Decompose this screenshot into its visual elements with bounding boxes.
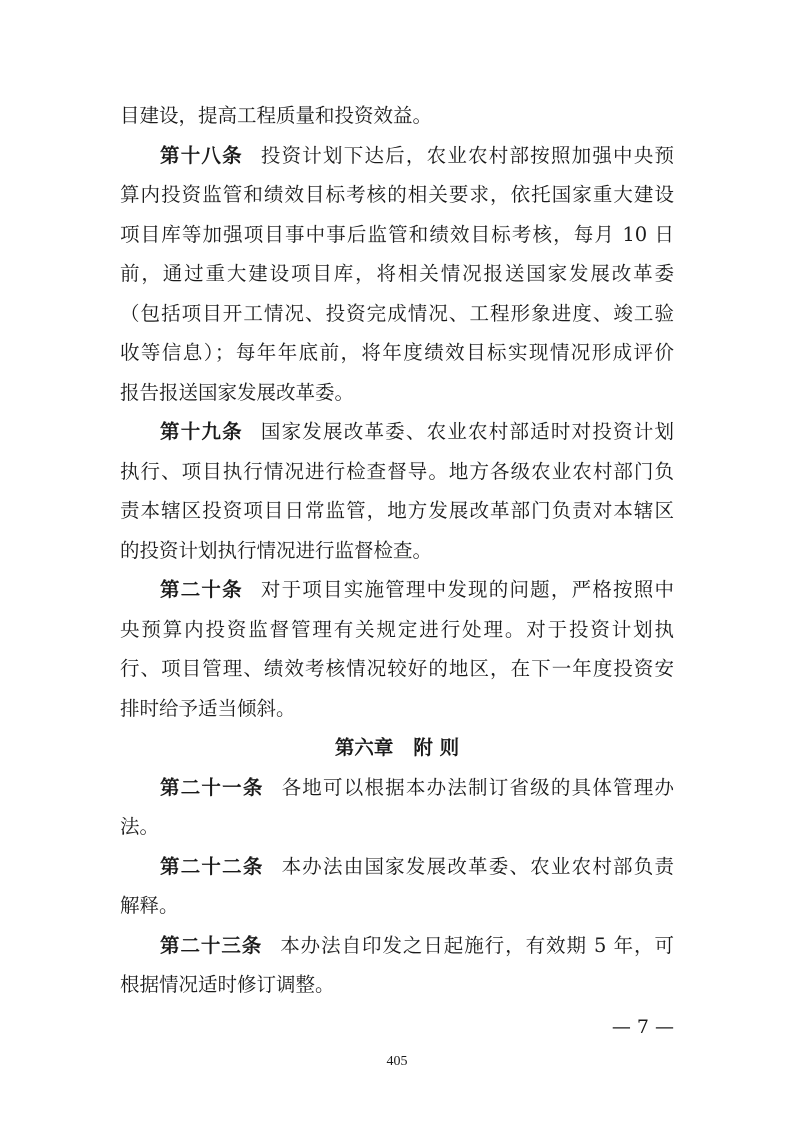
chapter-title: 附 则: [413, 736, 460, 759]
article-21-line: [120, 768, 674, 808]
footer-page-number: 405: [386, 1054, 408, 1069]
text-line: 排时给予适当倾斜。: [120, 696, 296, 720]
article-21-heading: 第二十一条: [160, 775, 264, 799]
article-18-text: 投资计划下达后，农业农村部按照加强中央预: [260, 143, 674, 167]
article-21-text: 各地可以根据本办法制订省级的具体管理办: [281, 775, 674, 799]
text-line: 的投资计划执行情况进行监督检查。: [120, 538, 433, 562]
chapter-heading: [120, 728, 674, 768]
article-23-heading: 第二十三条: [160, 933, 263, 957]
article-20-heading: 第二十条: [160, 578, 243, 601]
article-19-text: 国家发展改革委、农业农村部适时对投资计划: [260, 420, 674, 443]
text-line: 报告报送国家发展改革委。: [120, 380, 355, 404]
document-body: [120, 96, 674, 1005]
text-line: 收等信息）；每年年底前，将年度绩效目标实现情况形成评价: [120, 341, 674, 364]
text-line: 执行、项目执行情况进行检查督导。地方各级农业农村部门负: [120, 459, 674, 483]
page-number: — 7 —: [611, 1016, 674, 1038]
article-22-heading: 第二十二条: [160, 854, 264, 878]
article-22-text: 本办法由国家发展改革委、农业农村部负责: [281, 854, 674, 878]
text-line: 项目库等加强项目事中事后监管和绩效目标考核，每月 10 日: [120, 222, 674, 246]
article-23-text: 本办法自印发之日起施行，有效期 5 年，可: [280, 933, 674, 957]
article-19-line: [120, 412, 674, 452]
text-line: 解释。: [120, 894, 179, 917]
article-20-text: 对于项目实施管理中发现的问题，严格按照中: [260, 578, 674, 601]
text-line: 行、项目管理、绩效考核情况较好的地区，在下一年度投资安: [120, 657, 674, 680]
text-line: 前，通过重大建设项目库，将相关情况报送国家发展改革委: [120, 262, 674, 285]
text-line: 法。: [120, 815, 160, 838]
article-19-heading: 第十九条: [160, 420, 243, 443]
text-line: 央预算内投资监督管理有关规定进行处理。对于投资计划执: [120, 617, 674, 641]
chapter-number: 第六章: [334, 736, 394, 759]
article-18-line: [120, 136, 674, 176]
article-18-heading: 第十八条: [160, 143, 243, 167]
article-20-line: [120, 570, 674, 610]
text-line: 根据情况适时修订调整。: [120, 973, 335, 996]
text-line: 算内投资监管和绩效目标考核的相关要求，依托国家重大建设: [120, 183, 674, 206]
article-22-line: [120, 847, 674, 887]
article-23-line: [120, 926, 674, 966]
text-line: 目建设，提高工程质量和投资效益。: [120, 104, 433, 127]
text-line: 责本辖区投资项目日常监管，地方发展改革部门负责对本辖区: [120, 499, 674, 522]
text-line: （包括项目开工情况、投资完成情况、工程形象进度、竣工验: [120, 301, 674, 325]
